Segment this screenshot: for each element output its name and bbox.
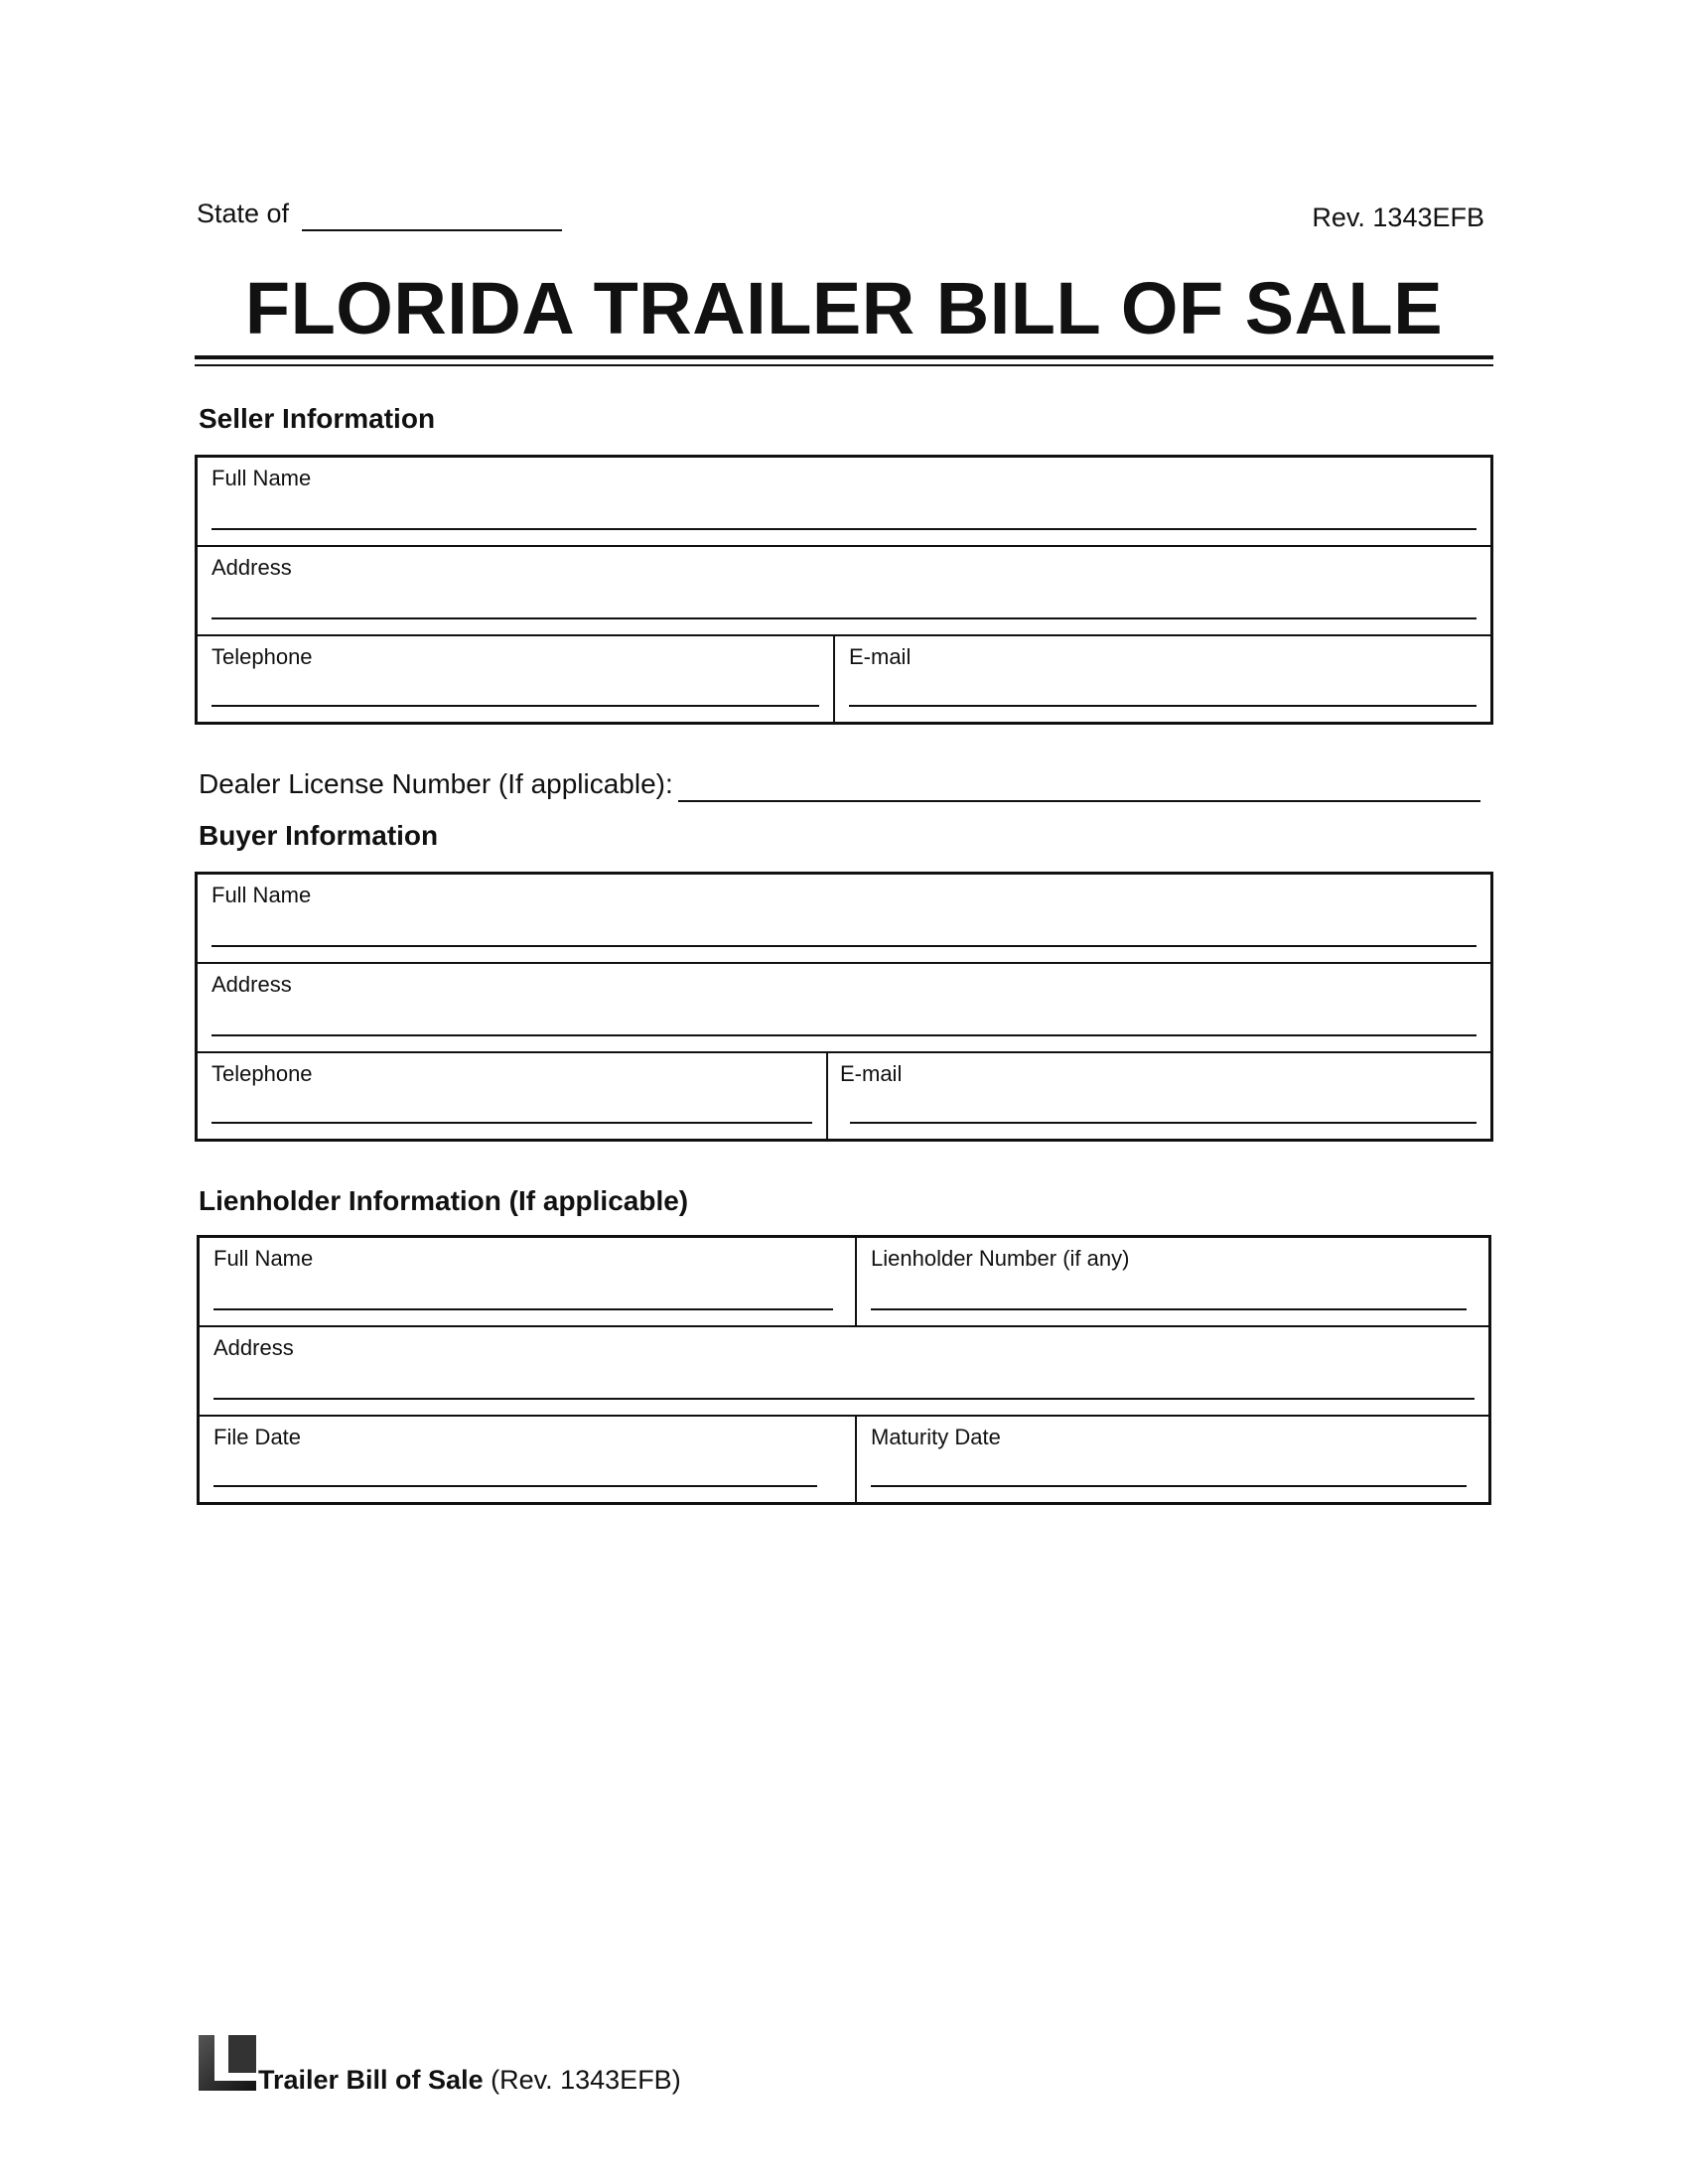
lienholder-maturity-date-field[interactable] — [857, 1417, 1488, 1502]
lienholder-full-name-line[interactable] — [213, 1308, 833, 1310]
lienholder-file-date-line[interactable] — [213, 1485, 817, 1487]
state-blank-line[interactable] — [302, 229, 562, 231]
footer-doc-name: Trailer Bill of Sale — [258, 2065, 484, 2095]
seller-email-label: E-mail — [849, 644, 912, 669]
seller-heading: Seller Information — [199, 403, 436, 434]
buyer-email-field[interactable] — [828, 1053, 1490, 1139]
seller-telephone-line[interactable] — [211, 705, 819, 707]
buyer-heading: Buyer Information — [199, 820, 439, 851]
lienholder-maturity-date-label: Maturity Date — [871, 1425, 1001, 1449]
buyer-email-label: E-mail — [840, 1061, 903, 1086]
buyer-full-name-row — [198, 875, 1490, 964]
lienholder-address-row — [200, 1327, 1488, 1417]
lienholder-file-date-field[interactable] — [200, 1417, 857, 1502]
seller-address-label: Address — [211, 555, 292, 580]
buyer-full-name-field[interactable] — [198, 875, 1490, 962]
lienholder-file-date-label: File Date — [213, 1425, 302, 1449]
seller-telephone-label: Telephone — [211, 644, 313, 669]
title-rule-thin — [195, 364, 1493, 366]
seller-email-line[interactable] — [849, 705, 1477, 707]
seller-address-field[interactable] — [198, 547, 1490, 634]
buyer-telephone-label: Telephone — [211, 1061, 313, 1086]
lienholder-full-name-label: Full Name — [213, 1246, 314, 1271]
lienholder-address-label: Address — [213, 1335, 294, 1360]
buyer-telephone-field[interactable] — [198, 1053, 828, 1139]
seller-form — [195, 455, 1493, 725]
buyer-telephone-line[interactable] — [211, 1122, 812, 1124]
seller-address-row — [198, 547, 1490, 636]
lienholder-number-label: Lienholder Number (if any) — [871, 1246, 1130, 1271]
page-title: FLORIDA TRAILER BILL OF SALE — [244, 267, 1444, 349]
revision-label: Rev. 1343EFB — [1312, 203, 1484, 232]
buyer-address-field[interactable] — [198, 964, 1490, 1051]
lienholder-address-line[interactable] — [213, 1398, 1475, 1400]
footer-revision: (Rev. 1343EFB) — [491, 2065, 681, 2095]
buyer-address-line[interactable] — [211, 1034, 1477, 1036]
lienholder-number-field[interactable] — [857, 1238, 1488, 1325]
dealer-license-label: Dealer License Number (If applicable): — [199, 768, 673, 799]
lienholder-maturity-date-line[interactable] — [871, 1485, 1467, 1487]
lienholder-form — [197, 1235, 1491, 1505]
buyer-address-row — [198, 964, 1490, 1053]
seller-full-name-field[interactable] — [198, 458, 1490, 545]
seller-full-name-label: Full Name — [211, 466, 312, 490]
seller-contact-row — [198, 636, 1490, 722]
seller-email-field[interactable] — [835, 636, 1490, 722]
state-of-label: State of — [197, 199, 290, 228]
lienholder-heading: Lienholder Information (If applicable) — [199, 1185, 689, 1216]
buyer-contact-row — [198, 1053, 1490, 1139]
lienholder-full-name-field[interactable] — [200, 1238, 857, 1325]
seller-address-line[interactable] — [211, 617, 1477, 619]
buyer-full-name-label: Full Name — [211, 883, 312, 907]
lienholder-address-field[interactable] — [200, 1327, 1488, 1415]
lienholder-number-line[interactable] — [871, 1308, 1467, 1310]
buyer-email-line[interactable] — [850, 1122, 1477, 1124]
buyer-form — [195, 872, 1493, 1142]
seller-telephone-field[interactable] — [198, 636, 835, 722]
footer-document-label — [258, 2065, 681, 2096]
legal-templates-logo-icon — [199, 2035, 256, 2091]
dealer-license-line[interactable] — [678, 800, 1480, 802]
seller-full-name-line[interactable] — [211, 528, 1477, 530]
buyer-full-name-line[interactable] — [211, 945, 1477, 947]
lienholder-dates-row — [200, 1417, 1488, 1502]
title-rule-thick — [195, 355, 1493, 359]
lienholder-name-row — [200, 1238, 1488, 1327]
buyer-address-label: Address — [211, 972, 292, 997]
seller-full-name-row — [198, 458, 1490, 547]
